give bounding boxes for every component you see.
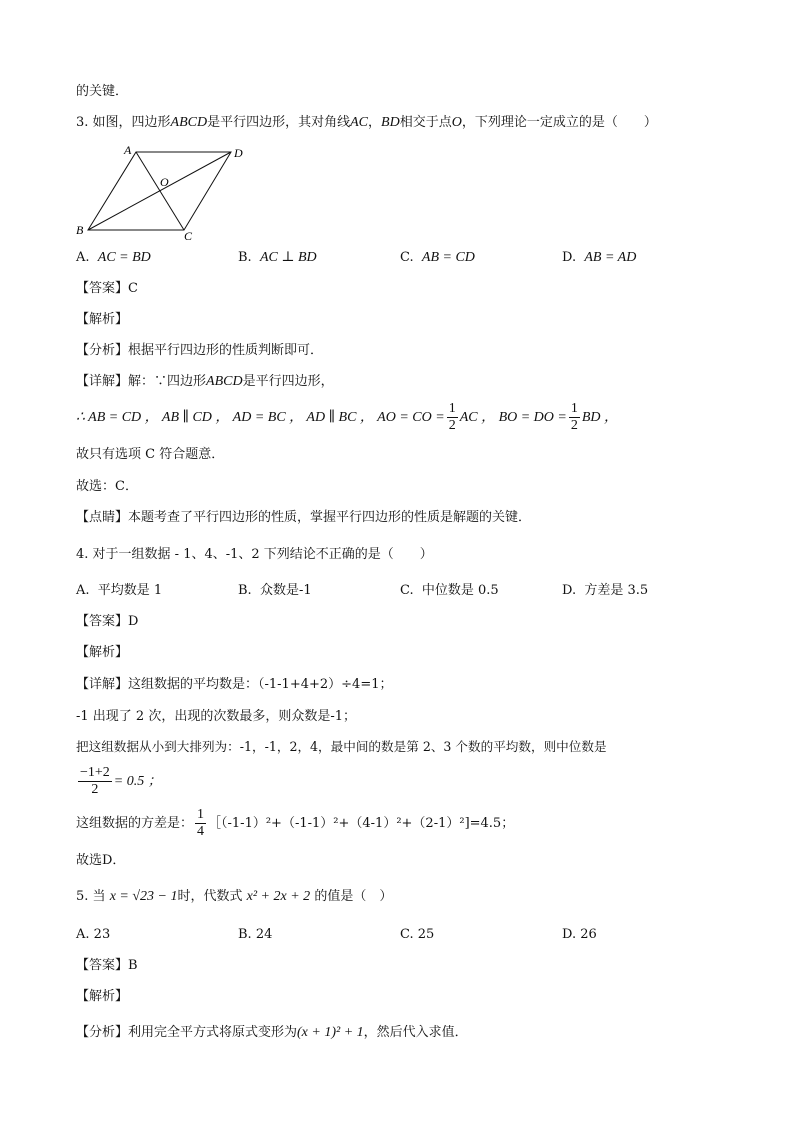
q4-option-d: D. 方差是 3.5 (562, 583, 649, 598)
math-bd: BD (381, 115, 400, 130)
q4-mode: -1 出现了 2 次，出现的次数最多，则众数是-1； (76, 709, 356, 724)
q5-option-d: D. 26 (562, 927, 597, 942)
q4-analysis-title: 【解析】 (76, 645, 129, 660)
math-abcd: ABCD (170, 115, 208, 130)
q4-variance: 这组数据的方差是： $\frac{1}{4}$ ［（-1-1）²+（-1-1）²+（4-1）²+（2-1）²]=4.5； (76, 807, 515, 839)
text-line: 的关键． (76, 84, 129, 99)
label-a: A (124, 143, 132, 157)
stem-part: 相交于点 (399, 115, 452, 130)
question-3-stem (76, 113, 657, 133)
q4-option-c: C. 中位数是 0.5 (400, 583, 499, 598)
question-5-stem: 5. 当 x = √23 − 1时，代数式 x² + 2x + 2 的值是（ ） (76, 889, 393, 904)
stem-part: 是平行四边形，其对角线 (207, 115, 351, 130)
q4-median-result: $\frac{-1+2}{2}$ = 0.5 ； (80, 765, 162, 797)
q3-conclude: 故只有选项 C 符合题意． (76, 447, 225, 462)
math-poly: x² + 2x + 2 (246, 889, 311, 904)
label-o: O (160, 175, 169, 189)
q3-option-b: B. AC ⊥ BD (238, 250, 317, 265)
q3-option-c: C. AB = CD (400, 250, 475, 265)
q3-option-d: D. AB = AD (562, 250, 637, 265)
fraction-half: $\frac{1}{2}$ (448, 401, 456, 433)
q3-option-a: A. AC = BD (76, 250, 151, 265)
q3-detail: 【详解】解：∵四边形ABCD是平行四边形， (76, 374, 334, 389)
q5-option-b: B. 24 (238, 927, 273, 942)
q4-detail: 【详解】这组数据的平均数是：（-1-1+4+2）÷4=1； (76, 677, 393, 692)
math-ac: AC (350, 115, 369, 130)
parallelogram-figure (76, 142, 256, 242)
fraction-median: $\frac{-1+2}{2}$ (80, 765, 110, 797)
math-fenxi-expr: (x + 1)² + 1 (297, 1025, 364, 1040)
q3-therefore: ∴ AB = CD ， AB ∥ CD ， AD = BC ， AD ∥ BC ， AO = CO = $\frac{1}{2}$ AC ， BO = DO = $\frac{1}{2}$ BD ， (76, 401, 619, 433)
q4-median: 把这组数据从小到大排列为：-1，-1，2，4，最中间的数是第 2、3 个数的平均数，则中位数是 (76, 739, 607, 754)
q3-answer: 【答案】C (76, 281, 138, 296)
q5-option-c: C. 25 (400, 927, 435, 942)
q3-dianjing: 【点睛】本题考查了平行四边形的性质，掌握平行四边形的性质是解题的关键． (76, 510, 532, 525)
fraction-half: $\frac{1}{2}$ (570, 401, 578, 433)
q3-fenxi: 【分析】根据平行四边形的性质判断即可． (76, 343, 324, 358)
q5-fenxi: 【分析】利用完全平方式将原式变形为(x + 1)² + 1，然后代入求值． (76, 1025, 468, 1040)
q4-option-b: B. 众数是-1 (238, 583, 312, 598)
q3-select: 故选：C． (76, 479, 138, 494)
q4-select: 故选D． (76, 853, 126, 868)
label-d: D (234, 146, 243, 160)
stem-part: ， (368, 115, 382, 130)
question-4-stem: 4. 对于一组数据 - 1、4、-1、2 下列结论不正确的是（ ） (76, 547, 433, 562)
q3-analysis-title: 【解析】 (76, 312, 129, 327)
diagonal-bd (88, 152, 231, 230)
q5-option-a: A. 23 (76, 927, 111, 942)
stem-part: 3. 如图，四边形 (76, 115, 171, 130)
q5-analysis-title: 【解析】 (76, 989, 129, 1004)
q4-option-a: A. 平均数是 1 (76, 583, 163, 598)
math-x-expr: x = √23 − 1 (109, 889, 178, 904)
q4-answer: 【答案】D (76, 614, 139, 629)
label-b: B (76, 223, 84, 237)
label-c: C (184, 229, 193, 242)
q5-answer: 【答案】B (76, 958, 138, 973)
stem-part: ，下列理论一定成立的是（ ） (461, 115, 657, 130)
math-o: O (451, 115, 462, 130)
fraction-quarter: $\frac{1}{4}$ (197, 807, 205, 839)
